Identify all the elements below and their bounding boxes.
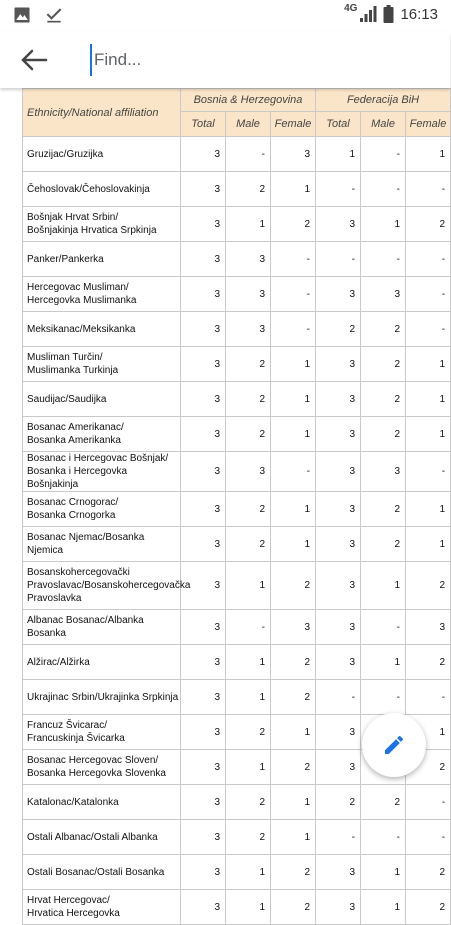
cell-value: - [361, 172, 406, 207]
cell-value: 3 [181, 680, 226, 715]
cell-value: 1 [226, 562, 271, 610]
check-icon [44, 5, 64, 25]
cell-value: 2 [226, 382, 271, 417]
row-label: Čehoslovak/Čehoslovakinja [23, 172, 181, 207]
cell-value: 1 [316, 137, 361, 172]
table-row [23, 277, 451, 312]
cell-value: 3 [181, 527, 226, 562]
cell-value: 3 [181, 172, 226, 207]
cell-value: 3 [181, 207, 226, 242]
cell-value: - [406, 312, 451, 347]
image-icon [12, 5, 32, 25]
cell-value: 3 [316, 527, 361, 562]
cell-value: - [226, 137, 271, 172]
cell-value: - [406, 820, 451, 855]
edit-fab[interactable] [362, 713, 426, 777]
cell-value: 3 [316, 855, 361, 890]
cell-value: 1 [361, 207, 406, 242]
cell-value: - [316, 242, 361, 277]
cell-value: 3 [181, 312, 226, 347]
cell-value: - [406, 785, 451, 820]
cell-value: 3 [181, 715, 226, 750]
cell-value: 3 [181, 890, 226, 925]
cell-value: 3 [181, 492, 226, 527]
cell-value: - [271, 277, 316, 312]
header-group-bih: Bosnia & Herzegovina [181, 89, 316, 112]
table-row [23, 172, 451, 207]
subheader-male: Male [361, 112, 406, 137]
subheader-total: Total [316, 112, 361, 137]
cell-value: - [271, 452, 316, 492]
cell-value: 2 [271, 750, 316, 785]
cell-value: - [361, 680, 406, 715]
row-label: Ostali Albanac/Ostali Albanka [23, 820, 181, 855]
row-label: Bosanac Hercegovac Sloven/ Bosanka Hercegovka Slovenka [23, 750, 181, 785]
status-bar [0, 0, 450, 32]
cell-value: 1 [271, 527, 316, 562]
subheader-female: Female [406, 112, 451, 137]
cell-value: 3 [181, 452, 226, 492]
table-row [23, 527, 451, 562]
cell-value: 3 [181, 382, 226, 417]
document-viewport[interactable] [0, 88, 450, 919]
cell-value: 3 [181, 347, 226, 382]
row-label: Alžirac/Alžirka [23, 645, 181, 680]
cell-value: 3 [181, 137, 226, 172]
cell-value: 1 [271, 382, 316, 417]
row-label: Hrvat Hercegovac/ Hrvatica Hercegovka [23, 890, 181, 925]
cell-value: 1 [406, 417, 451, 452]
cell-value: 3 [316, 207, 361, 242]
cell-value: 3 [316, 347, 361, 382]
cell-value: 2 [226, 347, 271, 382]
cell-value: 3 [316, 452, 361, 492]
cell-value: 1 [406, 382, 451, 417]
cell-value: 3 [361, 277, 406, 312]
cell-value: 2 [316, 312, 361, 347]
cell-value: 3 [181, 562, 226, 610]
cell-value: 3 [226, 312, 271, 347]
cell-value: 1 [226, 750, 271, 785]
edit-pencil-icon [382, 733, 406, 757]
table-row [23, 680, 451, 715]
cell-value: 1 [406, 715, 451, 750]
cell-value: 2 [361, 417, 406, 452]
row-label: Saudijac/Saudijka [23, 382, 181, 417]
cell-value: - [406, 172, 451, 207]
cell-value: 2 [271, 855, 316, 890]
cell-value: 2 [226, 527, 271, 562]
cell-value: - [406, 242, 451, 277]
cell-value: 3 [316, 492, 361, 527]
row-label: Musliman Turčin/ Muslimanka Turkinja [23, 347, 181, 382]
table-row [23, 820, 451, 855]
cell-value: 2 [226, 715, 271, 750]
cell-value: 3 [181, 750, 226, 785]
subheader-male: Male [226, 112, 271, 137]
cell-value: 1 [226, 855, 271, 890]
ethnicity-table [22, 88, 451, 925]
table-row [23, 855, 451, 890]
cell-value: 3 [271, 137, 316, 172]
cell-value: - [271, 242, 316, 277]
cell-value: 3 [226, 277, 271, 312]
row-label: Bosanac Njemac/Bosanka Njemica [23, 527, 181, 562]
row-label: Meksikanac/Meksikanka [23, 312, 181, 347]
cell-value: 2 [406, 645, 451, 680]
table-row [23, 452, 451, 492]
cell-value: 1 [271, 785, 316, 820]
table-row [23, 312, 451, 347]
back-arrow-icon[interactable] [20, 48, 48, 72]
cell-value: 2 [271, 645, 316, 680]
cell-value: 3 [181, 417, 226, 452]
cell-value: 1 [361, 562, 406, 610]
table-row [23, 562, 451, 610]
cell-value: 1 [361, 645, 406, 680]
cell-value: 1 [406, 492, 451, 527]
cell-value: 1 [271, 492, 316, 527]
signal-icon [359, 5, 377, 23]
cell-value: 1 [406, 347, 451, 382]
table-row [23, 785, 451, 820]
cell-value: - [316, 680, 361, 715]
cell-value: - [271, 312, 316, 347]
row-label: Hercegovac Musliman/ Hercegovka Muslimanka [23, 277, 181, 312]
cell-value: 1 [271, 347, 316, 382]
subheader-female: Female [271, 112, 316, 137]
cell-value: 2 [406, 562, 451, 610]
row-label: Panker/Pankerka [23, 242, 181, 277]
cell-value: 3 [316, 562, 361, 610]
cell-value: 2 [226, 492, 271, 527]
cell-value: 3 [181, 645, 226, 680]
cell-value: 2 [406, 890, 451, 925]
row-label: Bošnjak Hrvat Srbin/ Bošnjakinja Hrvatica Srpkinja [23, 207, 181, 242]
row-label: Bosanac Amerikanac/ Bosanka Amerikanka [23, 417, 181, 452]
row-label: Katalonac/Katalonka [23, 785, 181, 820]
cell-value: 2 [226, 785, 271, 820]
cell-value: 3 [406, 610, 451, 645]
cell-value: 3 [226, 452, 271, 492]
cell-value: - [361, 820, 406, 855]
cell-value: 1 [271, 172, 316, 207]
row-label: Francuz Švicarac/ Francuskinja Švicarka [23, 715, 181, 750]
cell-value: 2 [361, 492, 406, 527]
table-row [23, 610, 451, 645]
table-row [23, 242, 451, 277]
row-label: Gruzijac/Gruzijka [23, 137, 181, 172]
cell-value: - [226, 610, 271, 645]
cell-value: 3 [316, 890, 361, 925]
cell-value: 2 [406, 750, 451, 785]
table-row [23, 492, 451, 527]
cell-value: 1 [406, 137, 451, 172]
table-row [23, 137, 451, 172]
cell-value: 3 [316, 645, 361, 680]
cell-value: - [406, 680, 451, 715]
cell-value: 3 [181, 610, 226, 645]
cell-value: 3 [361, 452, 406, 492]
cell-value: 2 [361, 382, 406, 417]
cell-value: 2 [406, 855, 451, 890]
cell-value: 3 [316, 750, 361, 785]
cell-value: 3 [181, 277, 226, 312]
cell-value: 2 [226, 172, 271, 207]
row-label: Bosanskohercegovački Pravoslavac/Bosanskohercegovačka Pravoslavka [23, 562, 181, 610]
cell-value: 2 [226, 417, 271, 452]
cell-value: - [316, 820, 361, 855]
cell-value: 2 [361, 527, 406, 562]
row-label: Ostali Bosanac/Ostali Bosanka [23, 855, 181, 890]
cell-value: - [316, 172, 361, 207]
cell-value: 1 [271, 715, 316, 750]
cell-value: 3 [316, 417, 361, 452]
cell-value: 2 [271, 207, 316, 242]
cell-value: 1 [361, 855, 406, 890]
cell-value: 3 [226, 242, 271, 277]
find-input[interactable] [90, 44, 390, 76]
cell-value: - [361, 610, 406, 645]
cell-value: 3 [316, 715, 361, 750]
table-row [23, 417, 451, 452]
cell-value: 1 [226, 890, 271, 925]
cell-value: 1 [226, 207, 271, 242]
header-ethnicity: Ethnicity/National affiliation [23, 89, 181, 137]
table-row [23, 207, 451, 242]
cell-value: 1 [271, 820, 316, 855]
cell-value: 1 [226, 680, 271, 715]
cell-value: 1 [361, 890, 406, 925]
cell-value: 2 [406, 207, 451, 242]
cell-value: 3 [316, 382, 361, 417]
header-group-fbih: Federacija BiH [316, 89, 451, 112]
table-row [23, 645, 451, 680]
table-row [23, 347, 451, 382]
cell-value: - [361, 242, 406, 277]
table-row [23, 382, 451, 417]
row-label: Ukrajinac Srbin/Ukrajinka Srpkinja [23, 680, 181, 715]
cell-value: 3 [181, 242, 226, 277]
cell-value: 1 [271, 417, 316, 452]
network-type: 4G [344, 2, 358, 14]
cell-value: - [406, 452, 451, 492]
cell-value: 3 [271, 610, 316, 645]
battery-icon [383, 5, 394, 23]
row-label: Bosanac Crnogorac/ Bosanka Crnogorka [23, 492, 181, 527]
cell-value: 2 [361, 347, 406, 382]
row-label: Albanac Bosanac/Albanka Bosanka [23, 610, 181, 645]
cell-value: 2 [316, 785, 361, 820]
table-row [23, 890, 451, 925]
cell-value: 3 [181, 785, 226, 820]
cell-value: 3 [316, 277, 361, 312]
cell-value: - [406, 277, 451, 312]
cell-value: 3 [316, 610, 361, 645]
cell-value: 2 [271, 680, 316, 715]
cell-value: 2 [361, 785, 406, 820]
cell-value: 2 [271, 562, 316, 610]
cell-value: 1 [406, 527, 451, 562]
clock: 16:13 [400, 5, 438, 23]
cell-value: 2 [361, 312, 406, 347]
cell-value: 1 [226, 645, 271, 680]
find-toolbar [0, 32, 450, 88]
cell-value: 2 [271, 890, 316, 925]
row-label: Bosanac i Hercegovac Bošnjak/ Bosanka i Hercegovka Bošnjakinja [23, 452, 181, 492]
cell-value: 2 [226, 820, 271, 855]
subheader-total: Total [181, 112, 226, 137]
cell-value: 3 [181, 855, 226, 890]
cell-value: - [361, 137, 406, 172]
cell-value: 3 [181, 820, 226, 855]
